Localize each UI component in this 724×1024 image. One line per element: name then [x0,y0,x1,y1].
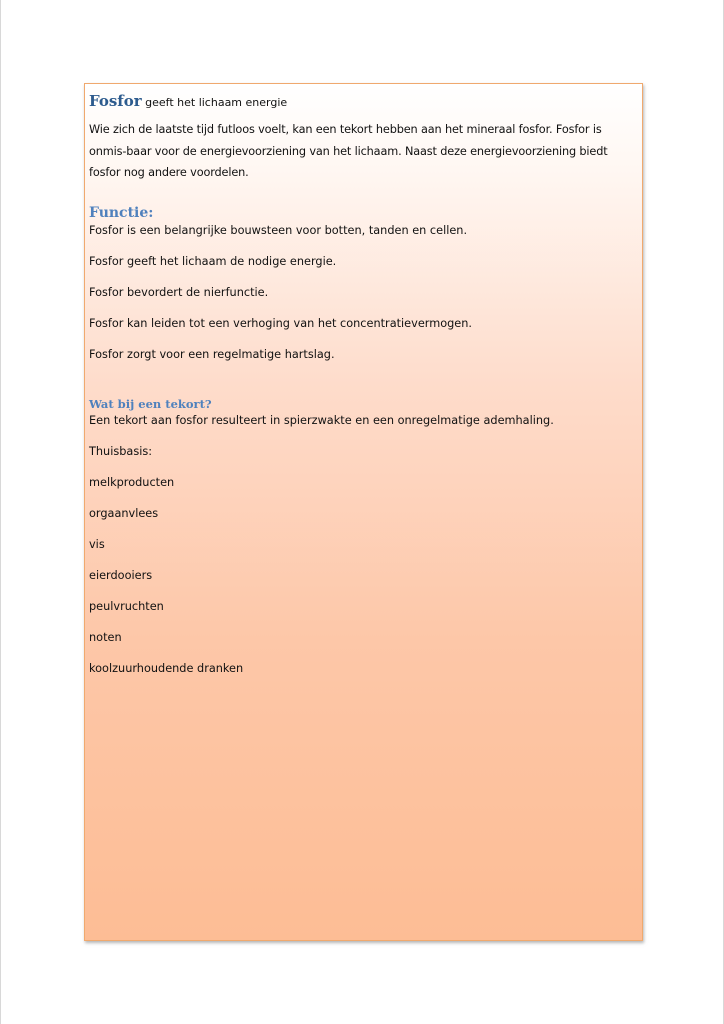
source-list-item: noten [89,630,122,644]
functie-item: Fosfor is een belangrijke bouwsteen voor botten, tanden en cellen. [89,223,468,237]
source-list-item: vis [89,537,105,551]
source-list-item: peulvruchten [89,599,164,613]
tekort-text: Een tekort aan fosfor resulteert in spierzwakte en een onregelmatige ademhaling. [89,413,554,427]
functie-item: Fosfor kan leiden tot een verhoging van het concentratievermogen. [89,316,473,330]
title-subtitle: geeft het lichaam energie [141,96,288,109]
tekort-heading: Wat bij een tekort? [89,396,212,411]
source-list-item: orgaanvlees [89,506,159,520]
source-list-item: koolzuurhoudende dranken [89,661,244,675]
page-title [89,90,634,112]
functie-item: Fosfor geeft het lichaam de nodige energie. [89,254,337,268]
title-keyword: Fosfor [89,92,142,110]
content-text-box [84,83,643,941]
functie-item: Fosfor zorgt voor een regelmatige hartslag. [89,347,335,361]
functie-item: Fosfor bevordert de nierfunctie. [89,285,269,299]
thuisbasis-label: Thuisbasis: [89,444,153,458]
source-list-item: eierdooiers [89,568,153,582]
source-list-item: melkproducten [89,475,175,489]
functie-heading: Functie: [89,204,154,221]
intro-paragraph: Wie zich de laatste tijd futloos voelt, kan een tekort hebben aan het mineraal fosfor. Fosfor is onmis-baar voor de energievoorziening van het lichaam. Naast deze energievoorziening biedt fosfor nog andere voordelen. [89,123,608,179]
